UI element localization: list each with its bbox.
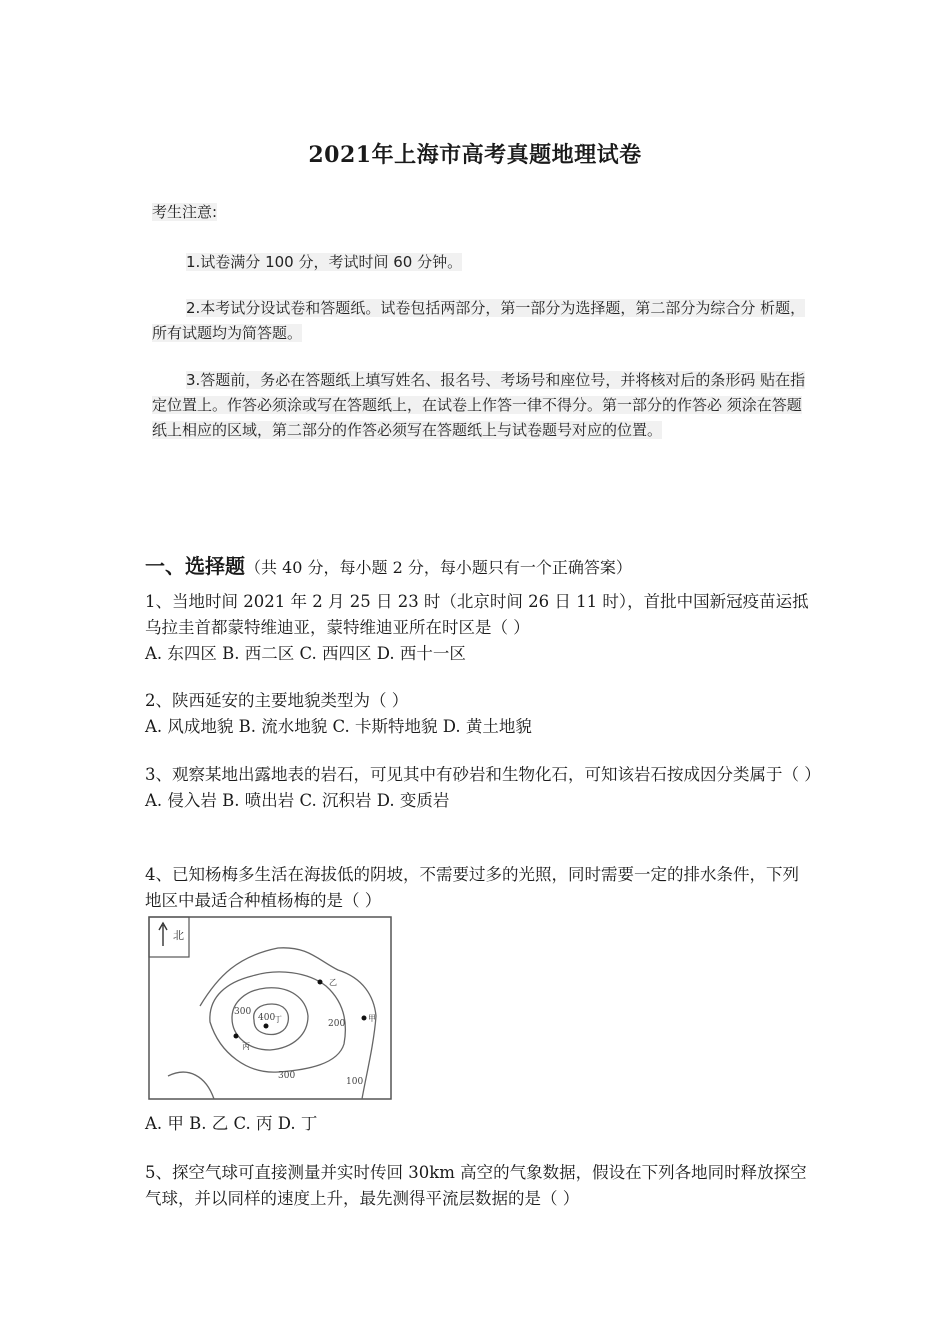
question-4-options xyxy=(145,1111,815,1137)
point-marker-ding xyxy=(264,1024,269,1029)
question-options: A. 风成地貌 B. 流水地貌 C. 卡斯特地貌 D. 黄土地貌 xyxy=(145,717,532,736)
notice-heading-text: 考生注意: xyxy=(152,203,218,221)
notice-item-1: 1.试卷满分 100 分，考试时间 60 分钟。 xyxy=(186,253,463,271)
contour-label: 200 xyxy=(328,1019,346,1029)
point-label-yi: 乙 xyxy=(329,978,337,987)
point-marker-yi xyxy=(318,980,323,985)
question-stem: 2、陕西延安的主要地貌类型为（ ） xyxy=(145,691,409,710)
question-options: A. 侵入岩 B. 喷出岩 C. 沉积岩 D. 变质岩 xyxy=(145,791,450,810)
question-5 xyxy=(145,1160,815,1212)
contour-label: 300 xyxy=(278,1071,296,1081)
question-4 xyxy=(145,862,815,914)
question-1 xyxy=(145,589,815,667)
point-marker-bing xyxy=(234,1034,239,1039)
question-stem: 1、当地时间 2021 年 2 月 25 日 23 时（北京时间 26 日 11 时），首批中国新冠疫苗运抵乌拉圭首都蒙特维迪亚，蒙特维迪亚所在时区是（ ） xyxy=(145,592,809,637)
question-stem: 3、观察某地出露地表的岩石，可见其中有砂岩和生物化石，可知该岩石按成因分类属于（ ） xyxy=(145,765,821,784)
section-title: 一、选择题 xyxy=(145,554,245,578)
contour-map xyxy=(148,916,392,1100)
notice-item-3: 3.答题前，务必在答题纸上填写姓名、报名号、考场号和座位号，并将核对后的条形码 贴在指定位置上。作答必须涂或写在答题纸上，在试卷上作答一律不得分。第一部分的作答必 须涂在答题纸上相应的区域，第二部分的作答必须写在答题纸上与试卷题号对应的位置。 xyxy=(152,371,806,439)
question-stem: 5、探空气球可直接测量并实时传回 30km 高空的气象数据，假设在下列各地同时释放探空气球，并以同样的速度上升，最先测得平流层数据的是（ ） xyxy=(145,1163,807,1208)
question-options: A. 东四区 B. 西二区 C. 西四区 D. 西十一区 xyxy=(145,644,466,663)
contour-label: 100 xyxy=(346,1077,364,1087)
point-label-jia: 甲 xyxy=(368,1014,376,1023)
page-title: 2021年上海市高考真题地理试卷 xyxy=(308,142,642,168)
contour-label: 400 xyxy=(258,1013,276,1023)
section-note: （共 40 分，每小题 2 分，每小题只有一个正确答案） xyxy=(245,558,632,577)
contour-label: 300 xyxy=(234,1007,252,1017)
point-label-ding: 丁 xyxy=(274,1015,282,1024)
question-options: A. 甲 B. 乙 C. 丙 D. 丁 xyxy=(145,1114,318,1133)
section-heading xyxy=(145,550,632,579)
question-stem: 4、已知杨梅多生活在海拔低的阴坡，不需要过多的光照，同时需要一定的排水条件，下列地区中最适合种植杨梅的是（ ） xyxy=(145,865,799,910)
point-label-bing: 丙 xyxy=(242,1042,250,1051)
point-marker-jia xyxy=(362,1016,367,1021)
north-label: 北 xyxy=(173,929,184,942)
notice-heading xyxy=(152,200,812,225)
question-2 xyxy=(145,688,815,740)
notice-item-2: 2.本考试分设试卷和答题纸。试卷包括两部分，第一部分为选择题，第二部分为综合分 析题，所有试题均为简答题。 xyxy=(152,299,806,342)
question-3 xyxy=(145,762,821,814)
